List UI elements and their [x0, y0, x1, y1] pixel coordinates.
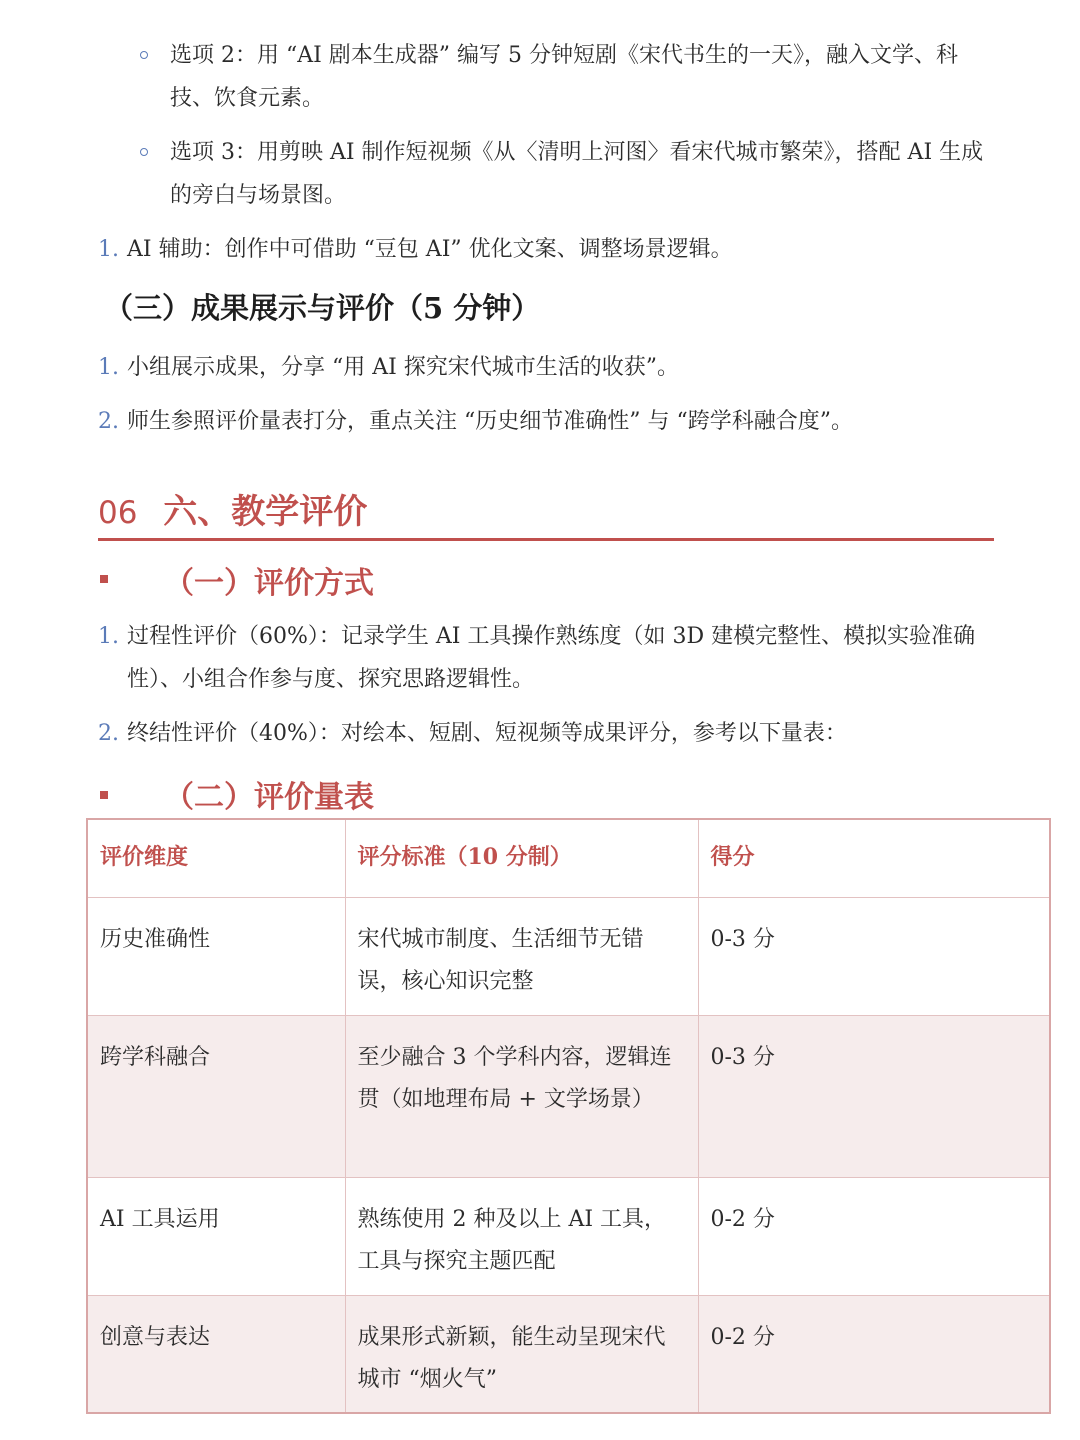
hollow-bullet-icon [140, 148, 148, 156]
table-row [87, 1295, 1050, 1413]
list-item [98, 615, 1017, 701]
list-item [98, 400, 998, 443]
dimension-cell: 创意与表达 [87, 1295, 345, 1413]
list-number: 1. [98, 355, 119, 380]
list-number: 2. [98, 721, 119, 746]
section-six-heading [98, 484, 367, 533]
score-cell: 0-2 分 [698, 1177, 1050, 1295]
rubric-heading: （二）评价量表 [164, 780, 374, 815]
score-cell: 0-3 分 [698, 897, 1050, 1015]
header-cell: 评价维度 [87, 819, 345, 897]
list-text: 小组展示成果，分享 “用 AI 探究宋代城市生活的收获”。 [127, 355, 680, 380]
table-row [87, 1015, 1050, 1177]
list-item [98, 712, 998, 755]
list-text: 师生参照评价量表打分，重点关注 “历史细节准确性” 与 “跨学科融合度”。 [127, 409, 853, 434]
list-number: 1. [98, 237, 119, 262]
list-text: 过程性评价（60%）：记录学生 AI 工具操作熟练度（如 3D 建模完整性、模拟实验准确性）、小组合作参与度、探究思路逻辑性。 [127, 624, 976, 692]
header-cell: 得分 [698, 819, 1050, 897]
ai-assist-item [98, 228, 998, 271]
option-item [140, 34, 1000, 120]
section-three-heading: （三）成果展示与评价（5 分钟） [104, 291, 541, 325]
criteria-cell: 宋代城市制度、生活细节无错误，核心知识完整 [345, 897, 698, 1015]
option-item [140, 131, 1000, 217]
section-divider [98, 538, 994, 541]
list-text: AI 辅助：创作中可借助 “豆包 AI” 优化文案、调整场景逻辑。 [127, 237, 733, 262]
score-cell: 0-3 分 [698, 1015, 1050, 1177]
section-number: 06 [98, 495, 138, 531]
rubric-table [86, 818, 1051, 1414]
header-cell: 评分标准（10 分制） [345, 819, 698, 897]
list-text: 终结性评价（40%）：对绘本、短剧、短视频等成果评分，参考以下量表： [127, 721, 847, 746]
list-number: 1. [98, 624, 119, 649]
dimension-cell: 跨学科融合 [87, 1015, 345, 1177]
list-item [98, 346, 998, 389]
dimension-cell: AI 工具运用 [87, 1177, 345, 1295]
table-row [87, 897, 1050, 1015]
table-header-row [87, 819, 1050, 897]
square-bullet-icon [100, 791, 108, 799]
square-bullet-icon [100, 575, 108, 583]
option-text: 选项 3：用剪映 AI 制作短视频《从〈清明上河图〉看宋代城市繁荣》，搭配 AI 生成的旁白与场景图。 [170, 140, 984, 208]
list-number: 2. [98, 409, 119, 434]
section-title: 六、教学评价 [163, 492, 368, 532]
hollow-bullet-icon [140, 51, 148, 59]
dimension-cell: 历史准确性 [87, 897, 345, 1015]
table-row [87, 1177, 1050, 1295]
score-cell: 0-2 分 [698, 1295, 1050, 1413]
option-text: 选项 2：用 “AI 剧本生成器” 编写 5 分钟短剧《宋代书生的一天》，融入文学、科技、饮食元素。 [170, 43, 959, 111]
eval-methods-heading: （一）评价方式 [164, 566, 374, 601]
criteria-cell: 成果形式新颖，能生动呈现宋代城市 “烟火气” [345, 1295, 698, 1413]
criteria-cell: 至少融合 3 个学科内容，逻辑连贯（如地理布局 + 文学场景） [345, 1015, 698, 1177]
criteria-cell: 熟练使用 2 种及以上 AI 工具，工具与探究主题匹配 [345, 1177, 698, 1295]
